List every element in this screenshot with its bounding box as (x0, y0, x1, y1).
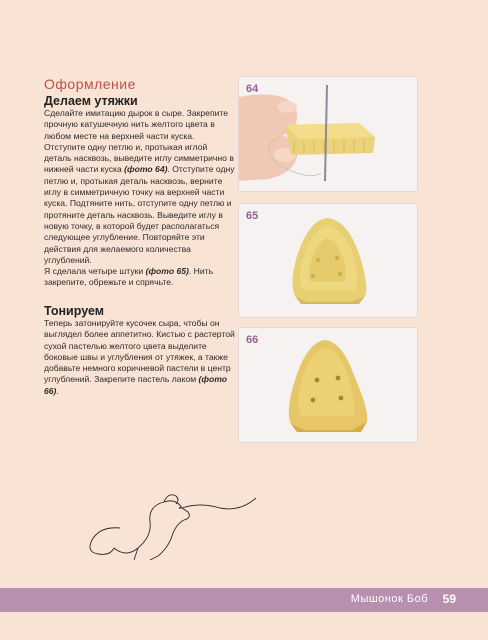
photo-reference: (фото 65) (145, 266, 189, 277)
paragraph-tinting (44, 318, 236, 397)
photo-66-image (239, 328, 417, 442)
body-text-tinting (44, 318, 236, 397)
photo-reference: (фото 66) (44, 374, 228, 396)
paragraph-result (44, 266, 236, 289)
section-label: Оформление (44, 76, 136, 92)
photo-label: 65 (246, 210, 259, 222)
text-run: . Отступите одну петлю и, протыкая деталь насквозь, верните иглу в симметричную точку на верхней части куска. Подтяните нить, отступите одну петлю и протяните деталь насквозь. Выведите иглу в новую точку, в которой будет располагаться следующее углубление. Повторяйте эти действия для желаемого количества углублений. (44, 164, 235, 265)
photo-65-image (239, 204, 417, 317)
page-number: 59 (442, 592, 456, 606)
text-run: Теперь затонируйте кусочек сыра, чтобы он выглядел более аппетитно. Кистью с растертой сухой пастелью желтого цвета выделите боковые швы и углубления от утяжек, а также добавьте немного коричневой пастели в центр углублений. Закрепите пастель лаком (44, 318, 235, 385)
mouse-line-drawing (80, 488, 260, 568)
photo-64-image (239, 77, 417, 191)
photo-label: 66 (246, 334, 259, 346)
text-run: Сделайте имитацию дырок в сыре. Закрепите прочную катушечную нить желтого цвета в любом месте на верхней части куска. Отступите одну петлю и, протыкая иглой деталь насквозь, выведите иглу симметрично в нижней части куска (44, 108, 234, 175)
heading-tinting: Тонируем (44, 304, 105, 318)
photo-reference: (фото 64) (124, 164, 168, 175)
text-run: . (56, 385, 59, 396)
book-title: Мышонок Боб (350, 593, 428, 605)
footer-band (0, 588, 488, 612)
paragraph-tucks (44, 108, 236, 266)
photo-65 (238, 203, 418, 318)
heading-make-tucks: Делаем утяжки (44, 94, 138, 108)
text-run: . Нить закрепите, обрежьте и спрячьте. (44, 266, 214, 288)
text-run: Я сделала четыре штуки (44, 266, 146, 277)
photo-label: 64 (246, 83, 259, 95)
photo-66 (238, 327, 418, 443)
body-text-tucks (44, 108, 236, 289)
photo-64 (238, 76, 418, 192)
